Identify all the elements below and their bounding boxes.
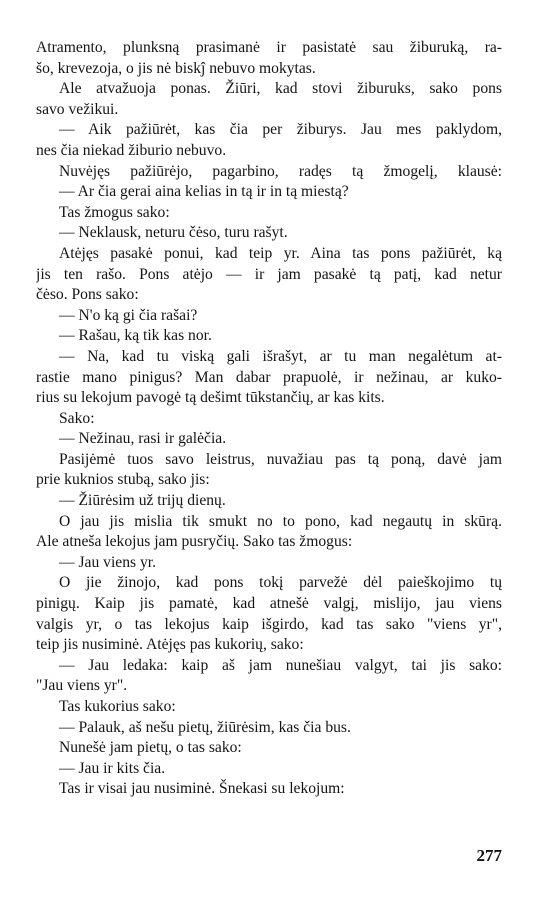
text-line: čėso. Pons sako: [36, 286, 139, 304]
text-line: Atramento, plunksną prasimanė ir pasistatė sau žiburuką, ra- [36, 39, 502, 56]
text-line: — Ar čia gerai aina kelias in tą ir in tą miestą? [59, 183, 349, 201]
text-line: — Na, kad tu viską gali išrašyt, ar tu man negalėtum at- [59, 347, 502, 365]
text-line: šo, krevezoja, o jis nė biskĵ nebuvo mokytas. [36, 59, 316, 77]
text-line: — Aik pažiūrėt, kas čia per žiburys. Jau mes paklydom, [59, 121, 502, 139]
text-line: Sako: [59, 409, 95, 427]
text-line: "Jau viens yr". [36, 677, 128, 695]
text-line: prie kuknios stubą, sako jis: [36, 471, 210, 489]
text-line: pinigų. Kaip jis pamatė, kad atnešė valgį, mislijo, jau viens [36, 595, 502, 613]
text-line: — Rašau, ką tik kas nor. [59, 327, 212, 345]
text-line: O jau jis mislia tik smukt no to pono, kad negautų in skūrą. [59, 512, 502, 530]
text-line: — Neklausk, neturu čėso, turu rašyt. [59, 224, 288, 242]
text-line: teip jis nusiminė. Atėjęs pas kukorių, sako: [36, 636, 304, 654]
text-line: Ale atvažuoja ponas. Žiūri, kad stovi žiburuks, sako pons [59, 80, 502, 98]
text-line: — Žiūrėsim už trijų dienų. [59, 492, 226, 510]
text-line: — Jau viens yr. [59, 553, 157, 571]
text-line: valgis yr, o tas lekojus kaip išgirdo, kad tas sako "viens yr", [36, 615, 502, 633]
text-line: Tas kukorius sako: [59, 698, 176, 715]
text-line: Tas žmogus sako: [59, 203, 170, 221]
text-line: — Jau ledaka: kaip aš jam nunešiau valgyt, tai jis sako: [59, 656, 502, 674]
text-line: nes čia niekad žiburio nebuvo. [36, 141, 227, 159]
text-line: — Jau ir kits čia. [59, 759, 166, 777]
text-line: Nunešė jam pietų, o tas sako: [59, 739, 242, 757]
text-line: rius su lekojum pavogė tą dešimt tūkstančių, ar kas kits. [36, 389, 385, 407]
text-line: — N'o ką gi čia rašai? [59, 306, 198, 324]
text-line: Atėjęs pasakė ponui, kad teip yr. Aina tas pons pažiūrėt, ką [59, 244, 502, 262]
text-line: Nuvėjęs pažiūrėjo, pagarbino, radęs tą žmogelį, klausė: [59, 162, 502, 180]
text-line: — Palauk, aš nešu pietų, žiūrėsim, kas čia bus. [59, 718, 351, 736]
text-line: rastie mano pinigus? Man dabar prapuolė, ir nežinau, ar kuko- [36, 368, 502, 386]
text-line: O jie žinojo, kad pons tokį parvežė dėl paieškojimo tų [59, 574, 502, 592]
text-line: jis ten rašo. Pons atėjo — ir jam pasakė tą patį, kad netur [36, 265, 502, 283]
text-line: Tas ir visai jau nusiminė. Šnekasi su lekojum: [59, 780, 345, 798]
body-text [36, 38, 502, 800]
text-line: savo vežikui. [36, 100, 119, 118]
text-line: Pasijėmė tuos savo leistrus, nuvažiau pas tą poną, davė jam [59, 450, 502, 468]
text-line: Ale atneša lekojus jam pusryčių. Sako tas žmogus: [36, 533, 353, 551]
page-number: 277 [476, 846, 502, 865]
text-line: — Nežinau, rasi ir galėčia. [59, 430, 227, 448]
